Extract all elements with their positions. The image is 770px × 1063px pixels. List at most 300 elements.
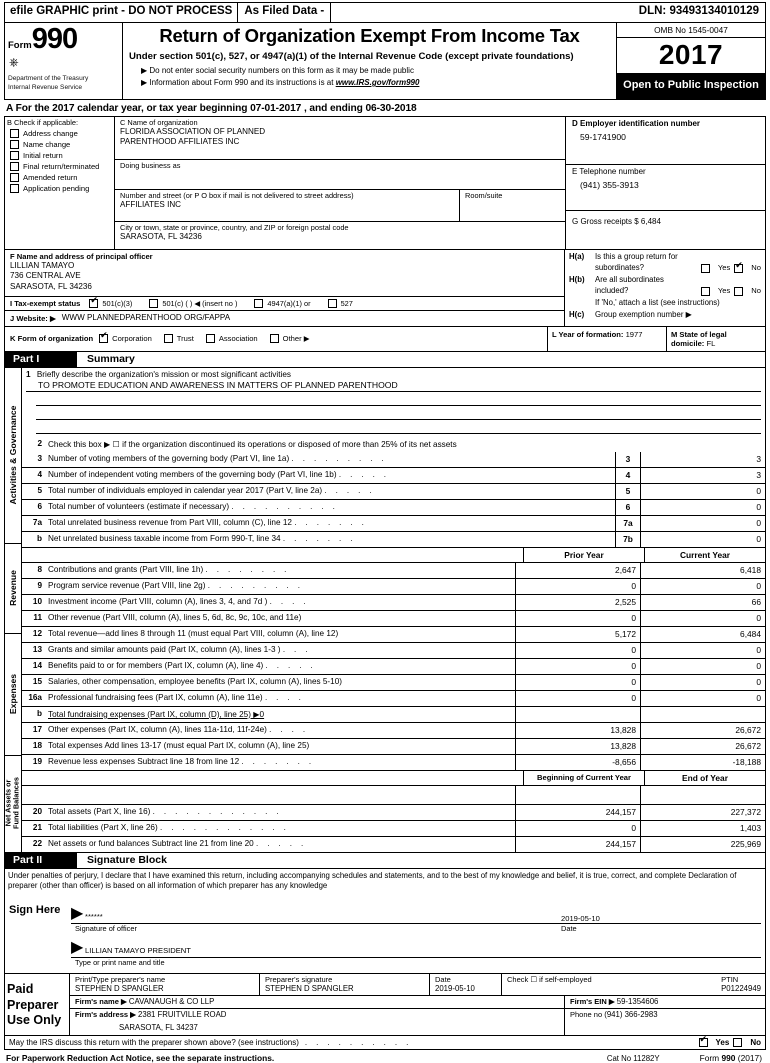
officer-address-line-1: 736 CENTRAL AVE <box>10 271 81 281</box>
line-2-text[interactable]: Check this box ▶ ☐ if the organization discontinued its operations or disposed of more than 25% of its net assets <box>48 439 457 449</box>
checkbox-icon <box>734 264 743 273</box>
checkbox-icon <box>10 140 19 149</box>
line-text: Professional fundraising fees (Part IX, column (A), line 11e) . . . . <box>48 692 305 702</box>
preparer-name-cell[interactable] <box>70 974 260 995</box>
checkbox-icon <box>701 264 710 273</box>
officer-and-group-block <box>4 250 766 327</box>
efile-header-bar <box>4 2 766 23</box>
line-18-row <box>22 738 765 754</box>
street-address-cell <box>115 190 460 221</box>
penalties-of-perjury-text: Under penalties of perjury, I declare that I have examined this return, including accompanying schedules and statements, and to the best of my knowledge and belief, it is true, correct, and complete Declaration of preparer (other than officer) is based on all information of which preparer has any knowledge <box>4 869 766 895</box>
hc-text: Group exemption number ▶ <box>595 310 692 320</box>
gross-receipts-segment <box>566 211 765 229</box>
yes-label: Yes <box>715 1038 730 1048</box>
part-2-title: Signature Block <box>87 853 167 866</box>
catalog-number: Cat No 11282Y <box>606 1053 660 1063</box>
preparer-ptin-cell <box>502 974 765 995</box>
section-l-year-of-formation <box>548 327 667 351</box>
hb-note: If 'No,' attach a list (see instructions) <box>595 297 720 307</box>
line-value: 0 <box>640 516 765 531</box>
sign-here-label: Sign Here <box>9 904 61 917</box>
line-text: Total revenue—add lines 8 through 11 (must equal Part VIII, column (A), line 12) <box>48 628 339 638</box>
current-year-value: 6,484 <box>640 627 765 642</box>
line-text: Total unrelated business revenue from Part VIII, column (C), line 12 . . . . . . . <box>48 517 368 527</box>
line-19-row <box>22 754 765 770</box>
ha-label: H(a) <box>569 251 585 261</box>
preparer-signature-cell[interactable] <box>260 974 430 995</box>
status-label: 501(c) ( ) ◀ (insert no ) <box>162 298 238 308</box>
spacer <box>22 771 523 785</box>
preparer-signature-value: STEPHEN D SPANGLER <box>265 984 354 994</box>
preparer-row-1 <box>70 974 765 996</box>
firm-ein-cell <box>565 996 765 1008</box>
ein-value: 59-1741900 <box>580 131 626 142</box>
prior-year-value: 5,172 <box>515 627 640 642</box>
preparer-row-3 <box>70 1009 765 1035</box>
ha-answer-row <box>569 263 761 274</box>
org-name-label: C Name of organization <box>120 117 198 127</box>
line-3-row <box>22 452 765 467</box>
date-caption: Date <box>561 924 577 934</box>
tax-exempt-status-segment <box>5 297 564 311</box>
form-bullets <box>129 65 610 88</box>
part-2-label: Part II <box>5 853 77 868</box>
checkbox-icon <box>254 299 263 308</box>
line-text: Program service revenue (Part VIII, line 2g) . . . . . . . . . <box>48 580 304 590</box>
column-header-prior-year: Prior Year <box>523 548 644 562</box>
org-option-other[interactable] <box>270 334 310 343</box>
officer-signature-line[interactable] <box>71 903 761 924</box>
line-text: Other revenue (Part VIII, column (A), lines 5, 6d, 8c, 9c, 10c, and 11e) <box>48 612 302 622</box>
line-number: 10 <box>32 596 42 606</box>
street-segment <box>115 190 565 222</box>
state-domicile-value: FL <box>706 338 716 348</box>
city-label: City or town, state or province, country, and ZIP or foreign postal code <box>120 222 349 232</box>
tax-exempt-status-row <box>10 299 559 308</box>
dots-filler: . . . . . . . . . . <box>304 1038 412 1048</box>
preparer-date-value: 2019-05-10 <box>435 984 475 994</box>
prior-year-value: 13,828 <box>515 739 640 754</box>
line-text: Net unrelated business taxable income from Form 990-T, line 34 . . . . . . . <box>48 533 356 543</box>
ptin-label: PTIN <box>721 975 739 985</box>
line-12-row <box>22 626 765 642</box>
org-option-label: Other ▶ <box>282 334 310 344</box>
irs-discuss-yesno[interactable] <box>699 1038 761 1047</box>
hc-row <box>569 310 761 321</box>
line-number: 11 <box>33 612 42 622</box>
section-c-organization <box>115 117 565 249</box>
website-label: J Website: ▶ <box>10 313 56 323</box>
omb-number: OMB No 1545-0047 <box>617 23 765 38</box>
line-22-row <box>22 836 765 852</box>
status-option-501c3[interactable] <box>89 299 132 308</box>
line-text: Total fundraising expenses (Part IX, column (D), line 25) ▶0 <box>48 709 265 719</box>
checkbox-icon <box>10 151 19 160</box>
omb-year-block <box>617 23 765 99</box>
signature-arrow-icon: ▶ <box>71 905 84 923</box>
spacer <box>515 786 640 804</box>
form-title: Return of Organization Exempt From Income Tax <box>159 25 580 46</box>
checkbox-icon <box>699 1038 708 1047</box>
section-k-form-of-organization <box>5 327 548 351</box>
form-reference: Form 990 (2017) <box>699 1053 762 1063</box>
line-7b-row <box>22 531 765 547</box>
irs-form990-link[interactable]: www.IRS.gov/form990 <box>335 78 420 88</box>
line-text: Total number of individuals employed in calendar year 2017 (Part V, line 2a) . . . . . <box>48 485 376 495</box>
beginning-year-value: 0 <box>515 821 640 836</box>
form-label: Form <box>8 40 32 51</box>
firm-phone-value: (941) 366-2983 <box>604 1010 658 1020</box>
line-number: 2 <box>37 438 42 448</box>
website-segment <box>5 311 564 326</box>
hb-label: H(b) <box>569 274 585 284</box>
org-option-trust[interactable] <box>164 334 194 343</box>
line-14-row <box>22 658 765 674</box>
phone-label: E Telephone number <box>572 166 646 176</box>
form-org-label: K Form of organization <box>10 334 94 344</box>
section-f-officer <box>5 250 565 326</box>
org-name-line-2: PARENTHOOD AFFILIATES INC <box>120 136 240 146</box>
line-11-row <box>22 610 765 626</box>
officer-address-line-2: SARASOTA, FL 34236 <box>10 281 92 291</box>
checkbox-icon <box>733 1038 742 1047</box>
checkbox-icon <box>10 162 19 171</box>
line-number: 22 <box>32 838 42 848</box>
part-1-header <box>4 352 766 368</box>
line-number: 3 <box>37 453 42 463</box>
firm-ein-value: 59-1354606 <box>616 997 659 1007</box>
preparer-date-label: Date <box>435 975 451 985</box>
line-number: 13 <box>32 644 42 654</box>
section-b-heading: B Check if applicable: <box>7 117 79 127</box>
street-label: Number and street (or P O box if mail is not delivered to street address) <box>120 190 354 200</box>
checkbox-icon <box>99 334 108 343</box>
line-box-number: 7b <box>615 532 640 547</box>
line-10-row <box>22 594 765 610</box>
paid-preparer-block <box>4 974 766 1036</box>
line-number: 5 <box>37 485 42 495</box>
prior-year-value: 2,525 <box>515 595 640 610</box>
no-label: No <box>750 1038 761 1048</box>
principal-officer-segment <box>5 250 564 297</box>
firm-address-value: 2381 FRUITVILLE ROAD <box>138 1010 227 1020</box>
spacer <box>22 548 523 562</box>
org-option-label: Association <box>218 334 258 344</box>
line-text: Salaries, other compensation, employee benefits (Part IX, column (A), lines 5-10) <box>48 676 342 686</box>
tax-status-label: I Tax-exempt status <box>10 298 81 308</box>
column-header-end-year: End of Year <box>644 771 765 785</box>
year-formation-value: 1977 <box>625 329 643 339</box>
hb-included-text: included? <box>595 286 629 296</box>
firm-name-value: CAVANAUGH & CO LLP <box>128 997 215 1007</box>
checkbox-icon <box>206 334 215 343</box>
prior-year-value: 0 <box>515 691 640 706</box>
line-5-row <box>22 483 765 499</box>
line-number: 19 <box>32 756 42 766</box>
checkbox-final-return[interactable] <box>10 162 112 171</box>
irs-discuss-question: May the IRS discuss this return with the preparer shown above? (see instructions) <box>9 1038 299 1048</box>
checkbox-application-pending[interactable] <box>10 184 112 193</box>
line-number: 6 <box>37 501 42 511</box>
line-text: Contributions and grants (Part VIII, line 1h) . . . . . . . . <box>48 564 290 574</box>
line-text: Benefits paid to or for members (Part IX, column (A), line 4) . . . . . <box>48 660 317 670</box>
ha-yesno-group[interactable] <box>701 263 761 274</box>
current-year-value: 26,672 <box>640 739 765 754</box>
paperwork-notice: For Paperwork Reduction Act Notice, see the separate instructions. <box>6 1053 275 1063</box>
hb-yesno-group[interactable] <box>701 286 761 297</box>
hc-label: H(c) <box>569 310 585 320</box>
room-suite-cell <box>460 190 565 221</box>
treasury-dept-line-2: Internal Revenue Service <box>8 83 83 91</box>
line-number: 8 <box>37 564 42 574</box>
checkbox-label: Amended return <box>23 172 78 182</box>
status-option-527[interactable] <box>328 299 353 308</box>
sideband-column <box>5 368 22 852</box>
begin-end-header-row <box>22 770 765 785</box>
line-box-number: 3 <box>615 452 640 467</box>
column-header-current-year: Current Year <box>644 548 765 562</box>
firm-ein-label: Firm's EIN ▶ <box>570 997 615 1007</box>
line-20-row <box>22 804 765 820</box>
line-number: 18 <box>32 740 42 750</box>
bullet-info-text: ▶ Information about Form 990 and its instructions is at <box>141 78 336 88</box>
part-2-header <box>4 853 766 869</box>
as-filed-label: As Filed Data - <box>238 3 331 22</box>
preparer-name-label: Print/Type preparer's name <box>75 975 166 985</box>
hb-no-label: No <box>751 286 761 296</box>
dln-label: DLN: 93493134010129 <box>638 5 759 17</box>
line-4-row <box>22 467 765 483</box>
line-text: Investment income (Part VIII, column (A), lines 3, 4, and 7d ) . . . . <box>48 596 309 606</box>
ha-no-label: No <box>751 263 761 273</box>
signature-column <box>71 894 765 973</box>
efile-graphic-label: efile GRAPHIC print - DO NOT PROCESS <box>5 3 238 22</box>
type-or-print-caption: Type or print name and title <box>75 958 165 968</box>
mission-blank-line <box>36 420 761 434</box>
line-value: 0 <box>640 532 765 547</box>
org-option-corporation[interactable] <box>99 334 152 343</box>
gross-receipts-label: G Gross receipts $ 6,484 <box>572 216 661 226</box>
ha-yes-label: Yes <box>717 263 731 273</box>
firm-address-city: SARASOTA, FL 34237 <box>119 1023 198 1033</box>
street-value: AFFILIATES INC <box>120 199 182 209</box>
checkbox-icon <box>10 129 19 138</box>
open-to-public-badge: Open to Public Inspection <box>617 74 765 99</box>
prior-year-value: -8,656 <box>515 755 640 770</box>
prior-year-value: 0 <box>515 579 640 594</box>
line-number: 17 <box>32 724 42 734</box>
current-year-value: 0 <box>640 579 765 594</box>
prior-year-value: 2,647 <box>515 563 640 578</box>
mission-text: TO PROMOTE EDUCATION AND AWARENESS IN MATTERS OF PLANNED PARENTHOOD <box>26 379 761 392</box>
firm-address-label: Firm's address ▶ <box>75 1010 136 1020</box>
signature-of-officer-caption: Signature of officer <box>75 924 137 934</box>
sideband-revenue: Revenue <box>8 569 18 606</box>
firm-name-cell[interactable] <box>70 996 565 1008</box>
hb-note-row <box>569 298 761 309</box>
form-number: 990 <box>31 23 78 55</box>
ha-row <box>569 252 761 263</box>
status-option-501c[interactable] <box>149 299 237 308</box>
current-year-value: 66 <box>640 595 765 610</box>
ha-subordinates-text: subordinates? <box>595 263 644 273</box>
line-15-row <box>22 674 765 690</box>
line-text: Total assets (Part X, line 16) . . . . . . . . . . . . <box>48 806 282 816</box>
part-1-label: Part I <box>5 352 77 367</box>
checkbox-label: Name change <box>23 139 71 149</box>
spacer <box>569 298 595 309</box>
mission-number: 1 <box>26 369 31 379</box>
status-label: 4947(a)(1) or <box>267 298 311 308</box>
current-year-value: 0 <box>640 611 765 626</box>
checkbox-name-change[interactable] <box>10 140 112 149</box>
line-6-row <box>22 499 765 515</box>
line-number: 16a <box>28 692 42 702</box>
line-16a-row <box>22 690 765 706</box>
line-box-number: 4 <box>615 468 640 483</box>
current-year-value: 0 <box>640 659 765 674</box>
end-year-value: 227,372 <box>640 805 765 820</box>
part-1-title: Summary <box>87 352 135 365</box>
line-number: 7a <box>32 517 42 527</box>
line-text: Other expenses (Part IX, column (A), lines 11a-11d, 11f-24e) . . . . <box>48 724 309 734</box>
current-year-value: 0 <box>640 691 765 706</box>
form-title-block <box>123 23 617 99</box>
officer-name: LILLIAN TAMAYO <box>10 260 75 270</box>
line-7a-row <box>22 515 765 531</box>
line-text: Revenue less expenses Subtract line 18 from line 12 . . . . . . . <box>48 756 315 766</box>
checkbox-label: Initial return <box>23 150 63 160</box>
section-h-group-return <box>565 250 765 326</box>
checkbox-icon <box>328 299 337 308</box>
form-subtitle: Under section 501(c), 527, or 4947(a)(1) of the Internal Revenue Code (except private foundations) <box>129 50 574 62</box>
line-box-number: 5 <box>615 484 640 499</box>
prior-year-value: 0 <box>515 659 640 674</box>
preparer-date-cell[interactable] <box>430 974 502 995</box>
section-d-identifiers <box>565 117 765 249</box>
current-year-value: 0 <box>640 643 765 658</box>
checkbox-icon <box>164 334 173 343</box>
bullet-info-link <box>141 77 610 89</box>
line-2-row <box>22 437 765 452</box>
hb-row <box>569 275 761 286</box>
tax-year: 2017 <box>617 38 765 74</box>
status-option-4947a1[interactable] <box>254 299 310 308</box>
end-year-value: 1,403 <box>640 821 765 836</box>
line-16b-row <box>22 706 765 722</box>
end-year-value: 225,969 <box>640 837 765 852</box>
line-17-row <box>22 722 765 738</box>
checkbox-initial-return[interactable] <box>10 151 112 160</box>
status-label: 501(c)(3) <box>102 298 133 308</box>
officer-printed-name: LILLIAN TAMAYO PRESIDENT <box>85 946 191 956</box>
checkbox-icon <box>734 287 743 296</box>
preparer-row-2 <box>70 996 765 1009</box>
footer-row <box>4 1050 766 1063</box>
line-13-row <box>22 642 765 658</box>
checkbox-label: Address change <box>23 128 78 138</box>
irs-logo-icon: ⎈ <box>9 55 19 69</box>
line-text: Number of independent voting members of the governing body (Part VI, line 1b) . . . . . <box>48 469 390 479</box>
checkbox-icon <box>701 287 710 296</box>
hb-answer-row <box>569 286 761 297</box>
year-formation-label: L Year of formation: <box>552 329 624 339</box>
line-21-row <box>22 820 765 836</box>
ptin-value: P01224949 <box>721 984 761 994</box>
checkbox-icon <box>10 173 19 182</box>
current-year-value: 6,418 <box>640 563 765 578</box>
mission-label-row <box>26 370 761 379</box>
line-text: Total number of volunteers (estimate if necessary) . . . . . . . . . . <box>48 501 339 511</box>
current-year-value: 26,672 <box>640 723 765 738</box>
org-name-line-1: FLORIDA ASSOCIATION OF PLANNED <box>120 126 266 136</box>
spacer <box>569 286 595 297</box>
firm-name-label: Firm's name ▶ <box>75 997 127 1007</box>
section-m-state-domicile <box>667 327 765 351</box>
checkbox-address-change[interactable] <box>10 129 112 138</box>
status-label: 527 <box>340 298 353 308</box>
prior-current-header-row <box>22 547 765 562</box>
room-label: Room/suite <box>465 190 503 200</box>
city-segment <box>115 222 565 249</box>
website-value[interactable]: WWW PLANNEDPARENTHOOD ORG/FAPPA <box>61 312 231 322</box>
firm-address-cell[interactable] <box>70 1009 565 1035</box>
officer-signature-date: 2019-05-10 <box>561 914 600 924</box>
sideband-net-assets: Net Assets or Fund Balances <box>3 777 21 830</box>
sideband-activities-governance: Activities & Governance <box>8 405 18 505</box>
preparer-name-value: STEPHEN D SPANGLER <box>75 984 164 994</box>
line-value: 3 <box>640 468 765 483</box>
org-option-label: Trust <box>176 334 194 344</box>
part-1-body <box>4 368 766 853</box>
hb-yes-label: Yes <box>717 286 731 296</box>
line-text: Total expenses Add lines 13-17 (must equal Part IX, column (A), line 25) <box>48 740 310 750</box>
line-text: Grants and similar amounts paid (Part IX, column (A), lines 1-3 ) . . . <box>48 644 311 654</box>
sign-here-block <box>4 894 766 974</box>
checkbox-amended-return[interactable] <box>10 173 112 182</box>
self-employed-check-label[interactable]: Check ☐ if self-employed <box>507 975 592 985</box>
officer-label: F Name and address of principal officer <box>10 251 153 261</box>
line-8-row <box>22 562 765 578</box>
line-value: 3 <box>640 452 765 467</box>
line-number: 4 <box>37 469 42 479</box>
officer-signature-value: ****** <box>85 912 103 922</box>
bullet-no-ssn: ▶ Do not enter social security numbers on this form as it may be made public <box>141 66 414 76</box>
current-year-value: -18,188 <box>640 755 765 770</box>
line-text: Total liabilities (Part X, line 26) . . . . . . . . . . . . <box>48 822 290 832</box>
checkbox-label: Application pending <box>23 183 90 193</box>
mission-section <box>22 368 765 434</box>
form-number-block <box>8 25 119 54</box>
line-box-number: 6 <box>615 500 640 515</box>
net-assets-spacer-row <box>22 785 765 804</box>
form-identity-block <box>5 23 123 99</box>
sideband-expenses: Expenses <box>8 673 18 714</box>
phone-value: (941) 355-3913 <box>580 179 639 190</box>
checkbox-icon <box>270 334 279 343</box>
prior-year-value: 13,828 <box>515 723 640 738</box>
phone-segment <box>566 165 765 211</box>
organization-identification-block <box>4 116 766 250</box>
current-year-value <box>640 707 765 722</box>
city-value: SARASOTA, FL 34236 <box>120 231 202 241</box>
dba-label: Doing business as <box>120 160 181 170</box>
line-value: 0 <box>640 500 765 515</box>
line-number: 14 <box>32 660 42 670</box>
org-option-association[interactable] <box>206 334 258 343</box>
state-domicile-label: M State of legal domicile: <box>671 329 727 348</box>
prior-year-value: 0 <box>515 675 640 690</box>
